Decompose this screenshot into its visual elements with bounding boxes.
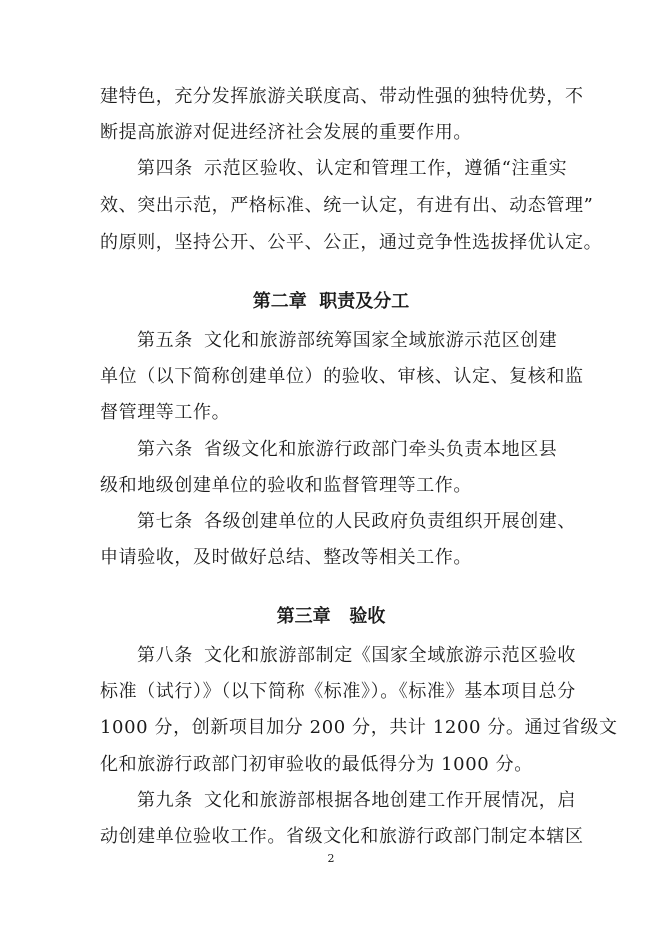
article-5-first-line xyxy=(137,330,557,352)
paragraph-line: 的原则，坚持公开、公平、公正，通过竞争性选拔择优认定。 xyxy=(100,232,603,253)
article-9-label: 第九条 xyxy=(137,790,193,811)
article-6-first-line xyxy=(137,439,557,461)
paragraph-line: 1000 分，创新项目加分 200 分，共计 1200 分。通过省级文 xyxy=(100,717,618,738)
paragraph-line: 单位（以下简称创建单位）的验收、审核、认定、复核和监 xyxy=(100,366,584,387)
article-9-text: 文化和旅游部根据各地创建工作开展情况，启 xyxy=(204,790,576,811)
article-8-first-line xyxy=(137,645,576,667)
paragraph-line: 标准（试行）》（以下简称《标准》）。《标准》基本项目总分 xyxy=(100,681,576,702)
article-7-text: 各级创建单位的人民政府负责组织开展创建、 xyxy=(204,511,576,532)
article-4-text: 示范区验收、认定和管理工作，遵循“注重实 xyxy=(204,158,568,179)
article-7-label: 第七条 xyxy=(137,511,193,532)
article-7-first-line xyxy=(137,511,576,533)
article-4-first-line xyxy=(137,158,567,180)
paragraph-line: 动创建单位验收工作。省级文化和旅游行政部门制定本辖区 xyxy=(100,826,584,847)
paragraph-line: 申请验收，及时做好总结、整改等相关工作。 xyxy=(100,547,472,568)
article-8-text: 文化和旅游部制定《国家全域旅游示范区验收 xyxy=(204,645,576,666)
paragraph-line: 级和地级创建单位的验收和监督管理等工作。 xyxy=(100,475,472,496)
paragraph-line: 效、突出示范，严格标准、统一认定，有进有出、动态管理” xyxy=(100,195,594,216)
article-6-label: 第六条 xyxy=(137,439,193,460)
paragraph-line: 建特色，充分发挥旅游关联度高、带动性强的独特优势，不 xyxy=(100,86,584,107)
article-6-text: 省级文化和旅游行政部门牵头负责本地区县 xyxy=(204,439,558,460)
chapter-2-heading: 第二章 职责及分工 xyxy=(252,291,410,312)
chapter-3-heading: 第三章 验收 xyxy=(276,606,386,627)
page-number: 2 xyxy=(327,852,335,865)
article-5-text: 文化和旅游部统筹国家全域旅游示范区创建 xyxy=(204,330,558,351)
article-5-label: 第五条 xyxy=(137,330,193,351)
paragraph-line: 督管理等工作。 xyxy=(100,402,231,423)
paragraph-line: 化和旅游行政部门初审验收的最低得分为 1000 分。 xyxy=(100,754,533,775)
article-4-label: 第四条 xyxy=(137,158,193,179)
article-9-first-line xyxy=(137,790,576,812)
article-8-label: 第八条 xyxy=(137,645,193,666)
paragraph-line: 断提高旅游对促进经济社会发展的重要作用。 xyxy=(100,122,472,143)
